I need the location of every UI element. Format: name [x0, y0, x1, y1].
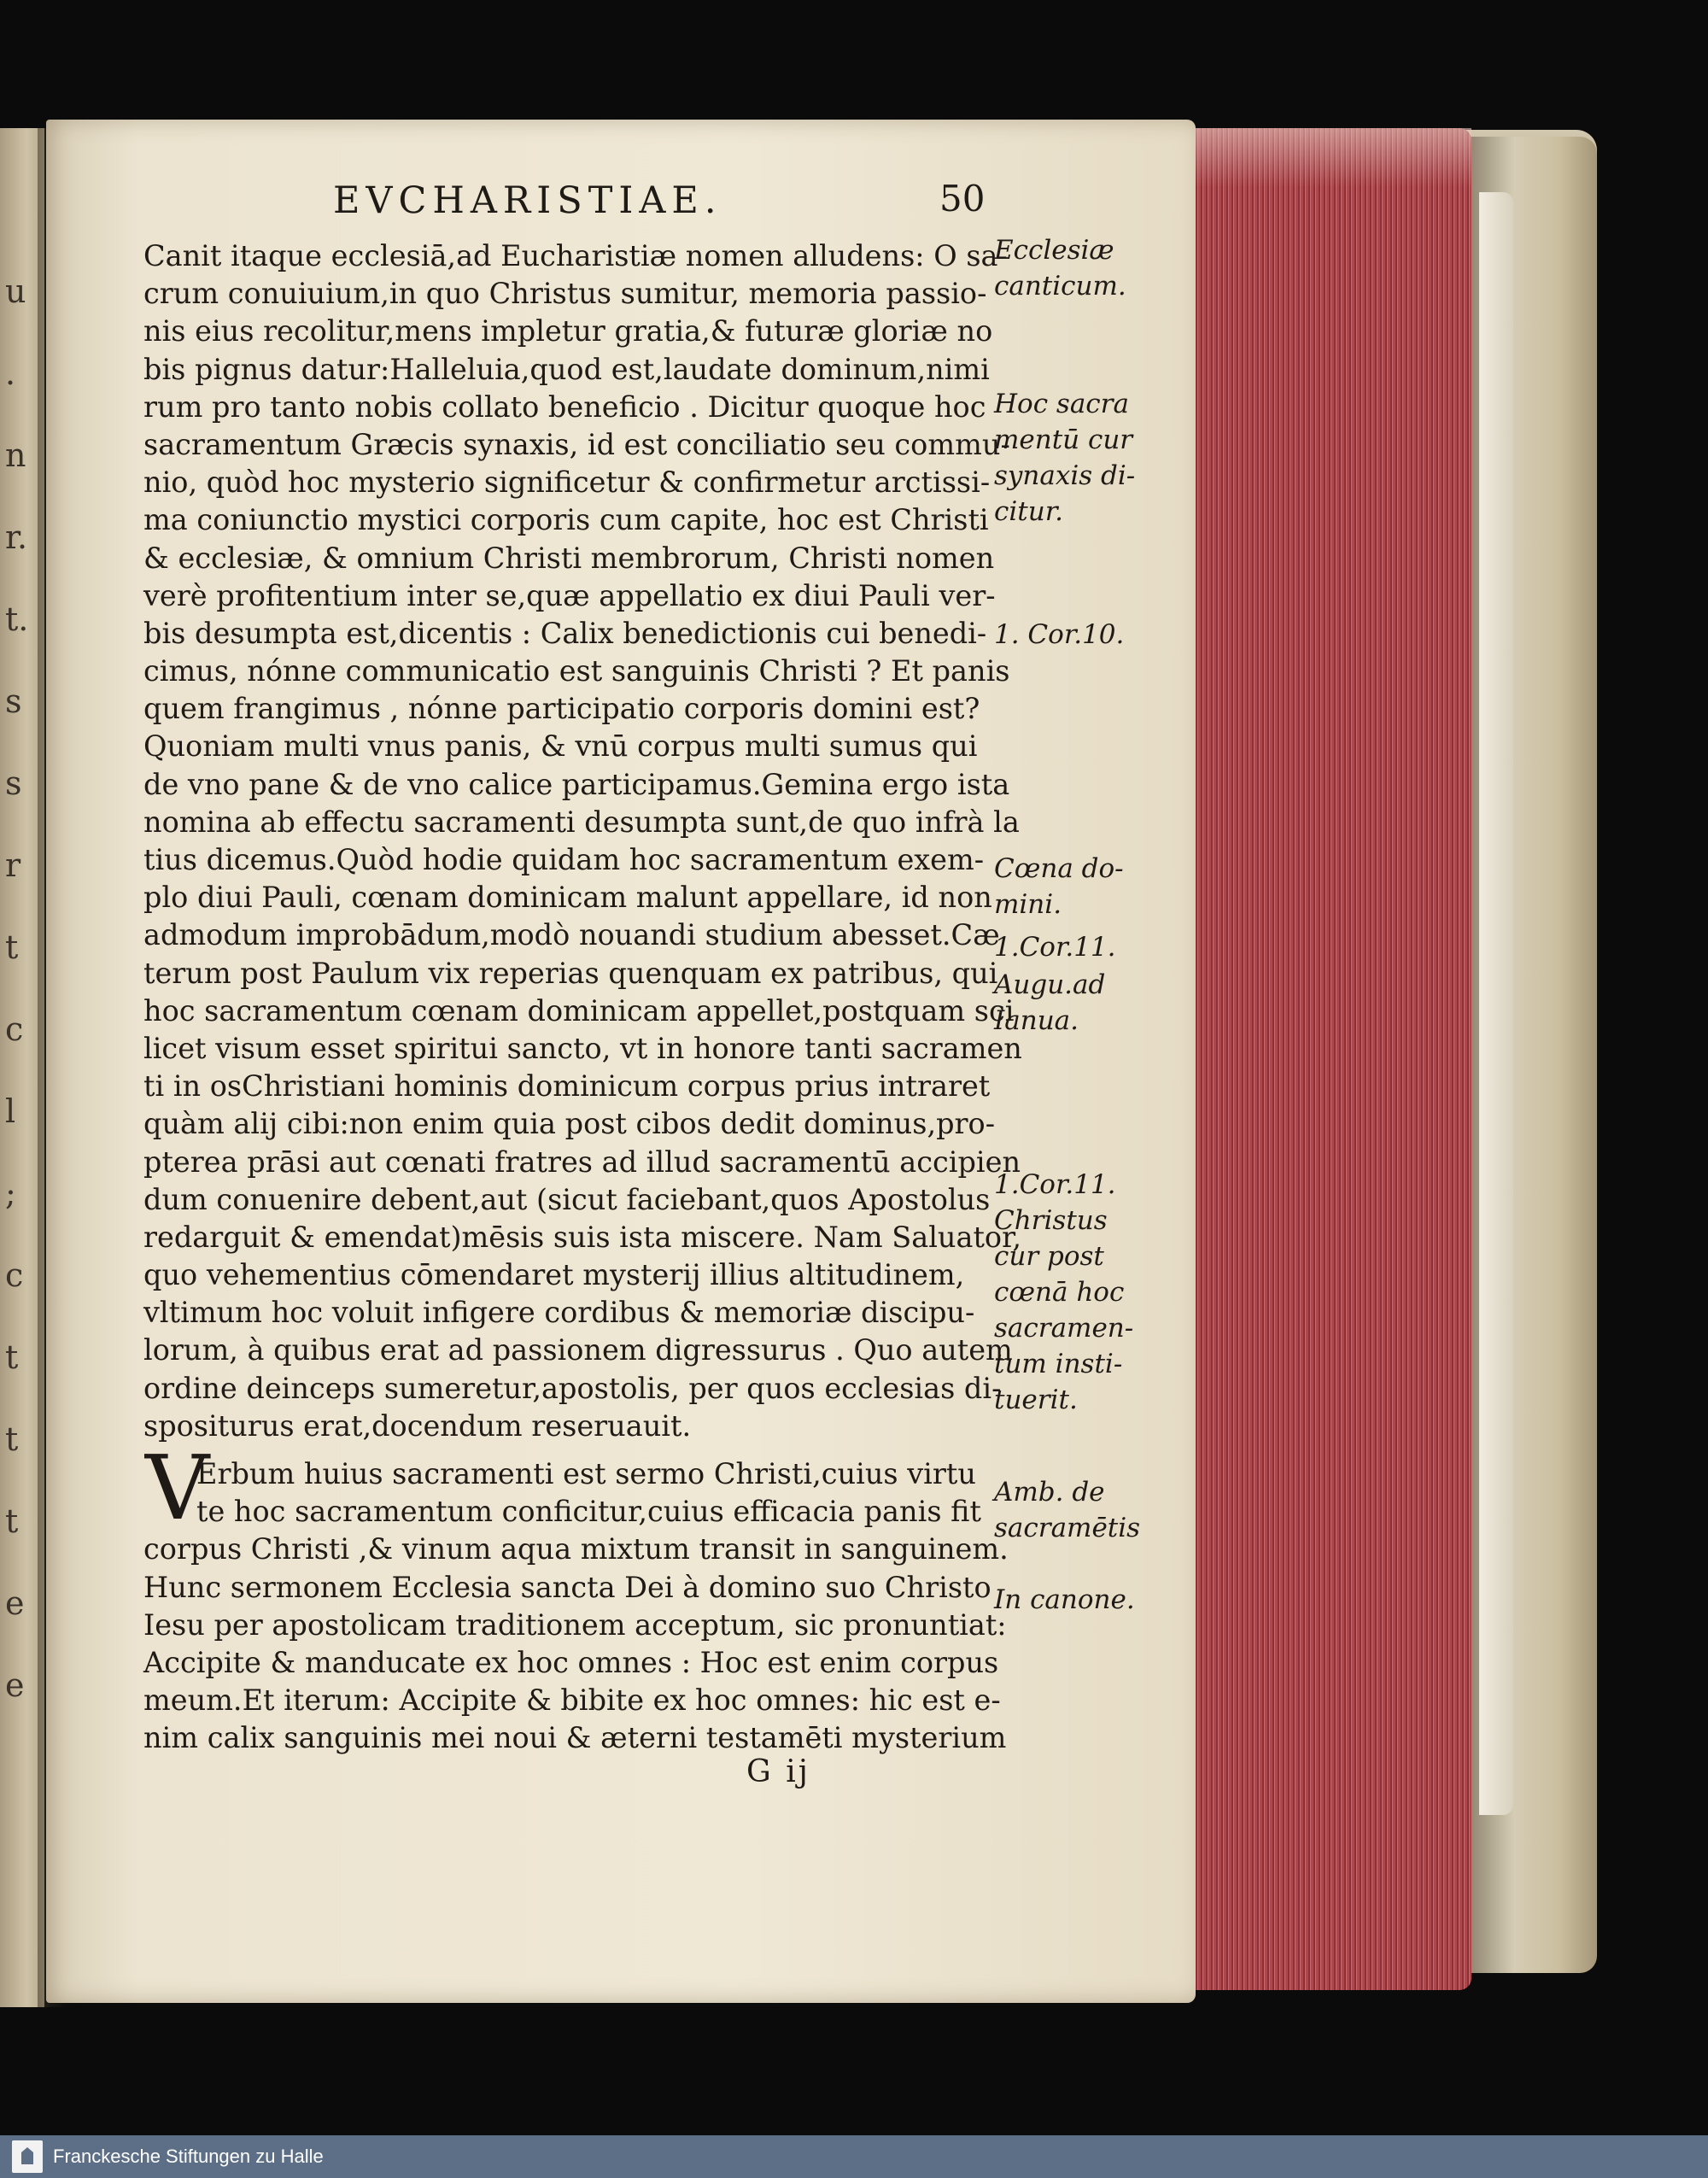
marginal-note-line: Hoc sacra	[994, 389, 1129, 419]
edge-letter: n	[5, 436, 26, 474]
edge-letter: ;	[5, 1174, 16, 1212]
edge-letter: t.	[5, 600, 29, 638]
edge-letter: u	[5, 272, 26, 310]
endpaper-leaf	[1479, 192, 1513, 1815]
edge-letter: t	[5, 1502, 19, 1540]
text-line: quem frangimus , nónne participatio corporis domini est?	[143, 692, 980, 726]
marginal-note	[994, 967, 1148, 1039]
marginal-note-line: Christus	[994, 1205, 1108, 1236]
text-line: nio, quòd hoc mysterio significetur & confirmetur arctissi-	[143, 465, 991, 500]
text-line: Erbum huius sacramenti est sermo Christi,cuius virtu	[196, 1457, 976, 1490]
marginal-note-line: mentū cur	[994, 424, 1133, 455]
marginal-note-line: tum insti-	[994, 1349, 1123, 1379]
text-line: Quoniam multi vnus panis, & vnū corpus multi sumus qui	[143, 729, 978, 764]
text-line: redarguit & emendat)mēsis suis ista miscere. Nam Saluator,	[143, 1220, 1022, 1254]
text-line: quo vehementius cōmendaret mysterij illius altitudinem,	[143, 1258, 965, 1292]
marginal-note	[994, 1474, 1148, 1546]
text-line: & ecclesiæ, & omnium Christi membrorum, Christi nomen	[143, 541, 995, 575]
edge-letter: e	[5, 1584, 25, 1622]
marginal-note	[994, 851, 1148, 922]
edge-letter: s	[5, 764, 22, 802]
text-line: Canit itaque ecclesiā,ad Eucharistiæ nomen alludens: O sa-	[143, 239, 1008, 272]
text-line: bis pignus datur:Halleluia,quod est,laudate dominum,nimi	[143, 352, 990, 386]
text-line: Iesu per apostolicam traditionem acceptum, sic pronuntiat:	[143, 1607, 1007, 1642]
edge-letter: c	[5, 1256, 24, 1294]
text-line: ma coniunctio mystici corporis cum capite, hoc est Christi	[143, 503, 989, 537]
text-line: corpus Christi ,& vinum aqua mixtum transit in sanguinem.	[143, 1532, 1009, 1566]
text-line: crum conuiuium,in quo Christus sumitur, memoria passio-	[143, 277, 987, 311]
text-line: te hoc sacramentum conficitur,cuius efficacia panis fit	[196, 1495, 981, 1529]
marginal-note-line: canticum.	[994, 271, 1126, 302]
edge-letter: t	[5, 1420, 19, 1458]
marginal-note	[994, 1167, 1148, 1203]
page-number: 50	[939, 178, 986, 220]
text-line: Accipite & manducate ex hoc omnes : Hoc est enim corpus	[143, 1645, 999, 1679]
text-line: quàm alij cibi:non enim quia post cibos dedit dominus,pro-	[143, 1107, 996, 1141]
edge-letter: .	[5, 354, 16, 392]
marginal-note-line: Ecclesiæ	[994, 235, 1114, 266]
marginal-note-line: Ianua.	[994, 1005, 1079, 1036]
text-line: terum post Paulum vix reperias quenquam ex patribus, qui	[143, 956, 998, 990]
text-line: tius dicemus.Quòd hodie quidam hoc sacramentum exem-	[143, 843, 985, 876]
marginal-note-line: sacramētis	[994, 1513, 1141, 1543]
text-line: de vno pane & de vno calice participamus.Gemina ergo ista	[143, 767, 1010, 801]
drop-cap-initial: V	[145, 1436, 210, 1540]
text-line: nomina ab effectu sacramenti desumpta sunt,de quo infrà la	[143, 805, 1020, 839]
text-line: admodum improbādum,modò nouandi studium abesset.Cæ	[143, 918, 1000, 952]
marginal-note	[994, 232, 1148, 304]
marginal-note-line: mini.	[994, 889, 1062, 920]
text-line: nim calix sanguinis mei noui & æterni testamēti mysterium	[143, 1721, 1007, 1755]
institution-logo-icon	[12, 2140, 43, 2173]
marginal-note	[994, 386, 1148, 530]
main-text-block	[143, 237, 1022, 1758]
edge-letter: r	[5, 846, 21, 884]
edge-letter: t	[5, 1338, 19, 1376]
institution-name: Franckesche Stiftungen zu Halle	[53, 2146, 324, 2167]
text-line: rum pro tanto nobis collato beneficio . Dicitur quoque hoc	[143, 389, 986, 424]
previous-page-letters	[5, 265, 31, 1802]
text-line: sacramentum Græcis synaxis, id est conciliatio seu commu-	[143, 427, 1010, 461]
text-line: meum.Et iterum: Accipite & bibite ex hoc omnes: hic est e-	[143, 1683, 1001, 1718]
text-line: ti in osChristiani hominis dominicum corpus prius intraret	[143, 1069, 991, 1104]
edge-letter: c	[5, 1010, 24, 1048]
running-head: EVCHARISTIAE.	[333, 179, 722, 222]
text-line: bis desumpta est,dicentis : Calix benedictionis cui benedi-	[143, 616, 987, 650]
edge-letter: l	[5, 1092, 16, 1130]
marginal-note-line: Cœna do-	[994, 853, 1124, 884]
marginal-note-line: cœnā hoc	[994, 1277, 1125, 1308]
marginal-note-line: citur.	[994, 496, 1063, 527]
edge-letter: r.	[5, 518, 28, 556]
marginal-note-line: synaxis di-	[994, 460, 1136, 491]
marginal-note-line: Amb. de	[994, 1477, 1105, 1508]
text-line: nis eius recolitur,mens impletur gratia,& futuræ gloriæ no	[143, 314, 993, 348]
marginal-note-line: cur post	[994, 1241, 1104, 1272]
marginal-note	[994, 929, 1148, 965]
marginal-note-line: sacramen-	[994, 1313, 1134, 1344]
marginal-note	[994, 617, 1148, 653]
text-line: lorum, à quibus erat ad passionem digressurus . Quo autem	[143, 1333, 1013, 1367]
text-line: spositurus erat,docendum reseruauit.	[143, 1408, 692, 1443]
marginal-note	[994, 1582, 1148, 1618]
marginal-note-line: 1.Cor.11.	[994, 932, 1116, 963]
red-fore-edge	[1175, 128, 1471, 1990]
text-line: dum conuenire debent,aut (sicut faciebant,quos Apostolus	[143, 1182, 991, 1216]
text-line: pterea prāsi aut cœnati fratres ad illud sacramentū accipien	[143, 1145, 1021, 1179]
text-line: hoc sacramentum cœnam dominicam appellet,postquam sci	[143, 993, 1015, 1028]
marginal-note-line: In canone.	[994, 1584, 1135, 1615]
marginal-note	[994, 1203, 1148, 1418]
text-line: plo diui Pauli, cœnam dominicam malunt appellare, id non	[143, 881, 992, 915]
edge-letter: s	[5, 682, 22, 720]
marginal-note-line: 1.Cor.11.	[994, 1169, 1116, 1200]
text-line: vltimum hoc voluit infigere cordibus & memoriæ discipu-	[143, 1296, 975, 1330]
text-line: cimus, nónne communicatio est sanguinis Christi ? Et panis	[143, 654, 1010, 688]
marginal-note-line: 1. Cor.10.	[994, 619, 1125, 650]
text-line: licet visum esset spiritui sancto, vt in honore tanti sacramen	[143, 1031, 1022, 1065]
text-line: verè profitentium inter se,quæ appellatio ex diui Pauli ver-	[143, 578, 996, 612]
marginal-note-line: Augu.ad	[994, 969, 1106, 1000]
marginal-note-line: tuerit.	[994, 1385, 1078, 1415]
signature-mark: G ij	[746, 1754, 810, 1789]
text-line: Hunc sermonem Ecclesia sancta Dei à domino suo Christo	[143, 1570, 991, 1604]
edge-letter: e	[5, 1666, 25, 1704]
text-line: ordine deinceps sumeretur,apostolis, per quos ecclesias di-	[143, 1371, 1002, 1405]
edge-letter: t	[5, 928, 19, 966]
footer-bar	[0, 2135, 1708, 2178]
